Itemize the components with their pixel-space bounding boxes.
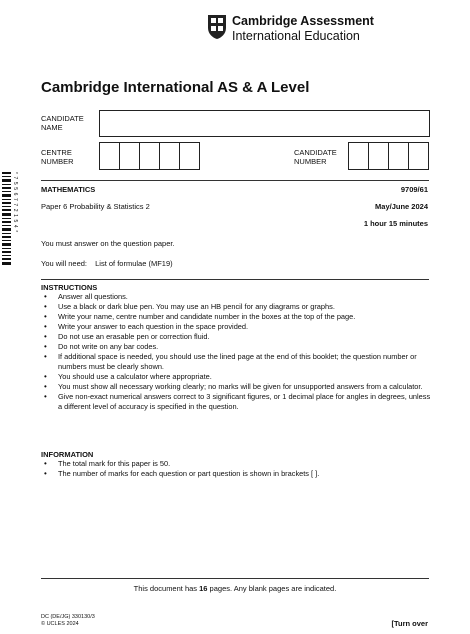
page-count: 16 (199, 584, 208, 593)
information-list (41, 459, 433, 479)
equipment-item: List of formulae (MF19) (95, 259, 173, 268)
list-item: • You must show all necessary working clearly; no marks will be given for unsupported answers from a calculator. (41, 382, 433, 392)
candidate-number-cell[interactable] (368, 142, 389, 170)
equipment-prefix: You will need: (41, 259, 88, 268)
list-item: • The total mark for this paper is 50. (41, 459, 433, 469)
centre-number-label: CENTRE NUMBER (41, 148, 74, 166)
instructions-heading: INSTRUCTIONS (41, 283, 98, 292)
centre-number-cell[interactable] (179, 142, 200, 170)
shield-icon (207, 14, 227, 40)
candidate-number-field[interactable] (348, 142, 429, 170)
paper-component: Paper 6 Probability & Statistics 2 (41, 202, 150, 211)
page-count-note: This document has 16 pages. Any blank pages are indicated. (133, 584, 337, 593)
list-item: • Write your name, centre number and candidate number in the boxes at the top of the page. (41, 312, 433, 322)
cambridge-logo (207, 12, 397, 46)
list-item: • The number of marks for each question or part question is shown in brackets [ ]. (41, 469, 433, 479)
centre-number-cell[interactable] (159, 142, 180, 170)
centre-number-cell[interactable] (119, 142, 140, 170)
logo-line-2: International Education (232, 29, 360, 43)
instructions-list (41, 292, 433, 412)
list-item: • Give non-exact numerical answers correct to 3 significant figures, or 1 decimal place for angles in degrees, unless a different level of accuracy is specified in the question. (41, 392, 433, 412)
equipment-note (41, 259, 173, 268)
candidate-number-label: CANDIDATE NUMBER (294, 148, 337, 166)
footer-codes (41, 614, 95, 628)
candidate-name-field[interactable] (99, 110, 430, 137)
answer-note: You must answer on the question paper. (41, 239, 175, 248)
centre-number-field[interactable] (99, 142, 200, 170)
barcode (2, 172, 11, 265)
divider (41, 279, 429, 280)
session: May/June 2024 (375, 202, 428, 211)
divider (41, 578, 429, 579)
centre-number-cell[interactable] (139, 142, 160, 170)
candidate-number-cell[interactable] (348, 142, 369, 170)
duration: 1 hour 15 minutes (363, 219, 428, 228)
subject: MATHEMATICS (41, 185, 96, 194)
list-item: • Do not write on any bar codes. (41, 342, 433, 352)
logo-line-1: Cambridge Assessment (232, 14, 374, 28)
document-code: DC (DE/JG) 330130/3 (41, 614, 95, 620)
page-title: Cambridge International AS & A Level (41, 79, 310, 96)
list-item: • Use a black or dark blue pen. You may use an HB pencil for any diagrams or graphs. (41, 302, 433, 312)
list-item: • Do not use an erasable pen or correction fluid. (41, 332, 433, 342)
list-item: • You should use a calculator where appropriate. (41, 372, 433, 382)
side-code: * 7 5 5 6 7 7 2 1 5 4 * (12, 172, 18, 233)
list-item: • Write your answer to each question in the space provided. (41, 322, 433, 332)
list-item: • Answer all questions. (41, 292, 433, 302)
candidate-number-cell[interactable] (388, 142, 409, 170)
copyright: © UCLES 2024 (41, 621, 79, 627)
turn-over-label: [Turn over (391, 619, 428, 628)
list-item: • If additional space is needed, you should use the lined page at the end of this booklet; the question number or numbers must be clearly shown. (41, 352, 433, 372)
information-heading: INFORMATION (41, 450, 94, 459)
candidate-number-cell[interactable] (408, 142, 429, 170)
divider (41, 180, 429, 181)
centre-number-cell[interactable] (99, 142, 120, 170)
paper-code: 9709/61 (400, 185, 428, 194)
candidate-name-label: CANDIDATE NAME (41, 114, 84, 132)
